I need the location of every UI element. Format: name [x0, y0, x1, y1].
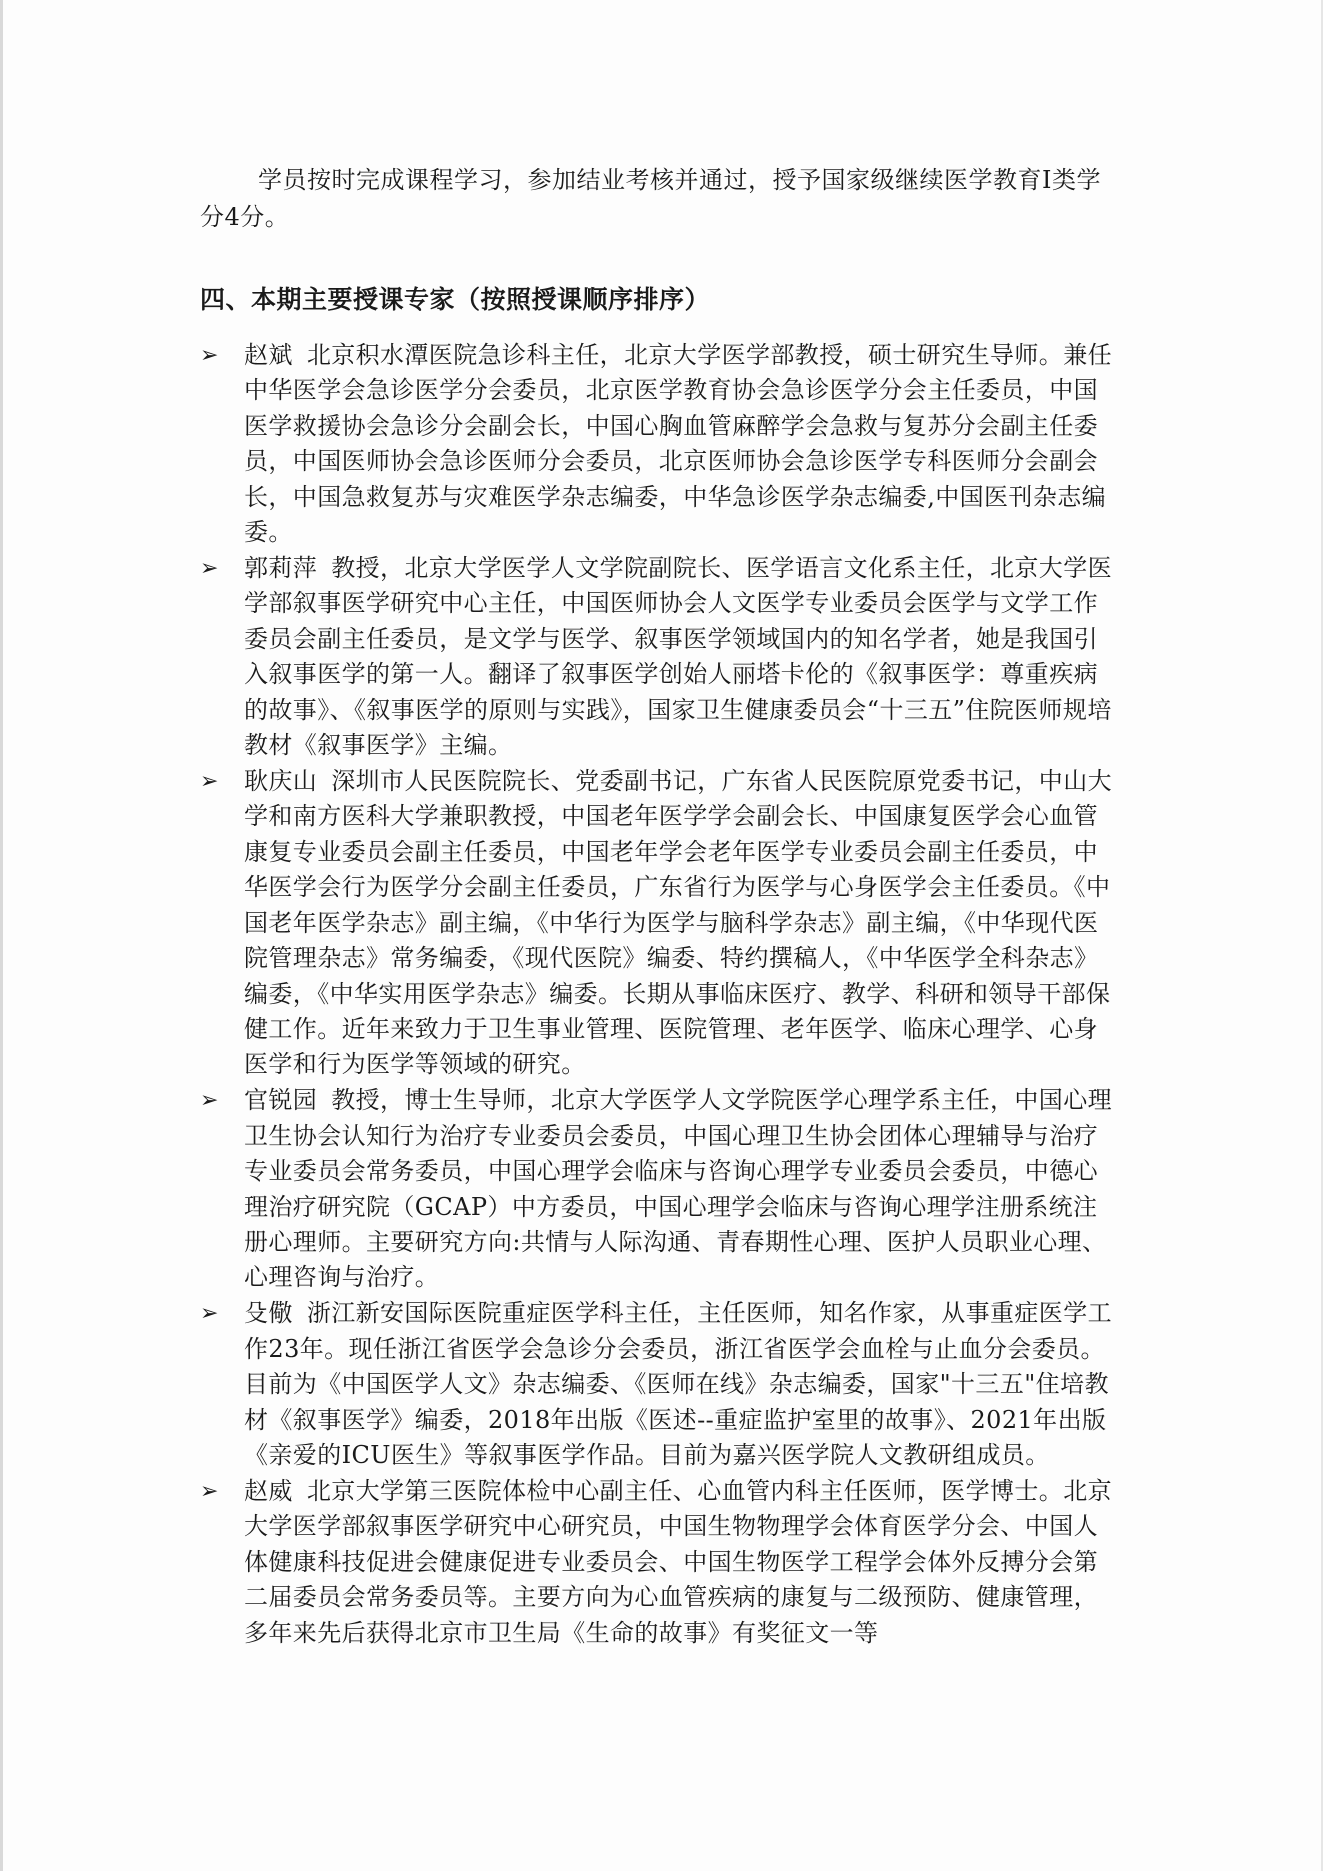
section-title: 四、本期主要授课专家（按照授课顺序排序）: [200, 285, 711, 314]
expert-item: [200, 551, 1120, 763]
bullet-arrow-icon: ➢: [200, 343, 219, 368]
expert-item: [200, 1083, 1120, 1295]
expert-name: 耿庆山: [244, 767, 318, 796]
expert-bio: 教授，北京大学医学人文学院副院长、医学语言文化系主任，北京大学医学部叙事医学研究中心主任，中国医师协会人文医学专业委员会医学与文学工作委员会副主任委员，是文学与医学、叙事医学领域国内的知名学者，她是我国引入叙事医学的第一人。翻译了叙事医学创始人丽塔卡伦的《叙事医学：尊重疾病的故事》、《叙事医学的原则与实践》，国家卫生健康委员会“十三五”住院医师规培教材《叙事医学》主编。: [244, 554, 1113, 760]
expert-name: 官锐园: [244, 1086, 318, 1115]
expert-item: [200, 1474, 1120, 1651]
bullet-arrow-icon: ➢: [200, 1478, 219, 1504]
scan-edge-left: [0, 0, 3, 1871]
bullet-arrow-icon: ➢: [200, 1301, 219, 1327]
expert-item: [200, 764, 1120, 1083]
expert-name: 赵斌: [244, 341, 293, 369]
bullet-arrow-icon: ➢: [200, 1088, 219, 1114]
bullet-arrow-icon: ➢: [200, 556, 219, 582]
intro-paragraph: 学员按时完成课程学习，参加结业考核并通过，授予国家级继续医学教育Ⅰ类学分4分。: [200, 166, 1101, 231]
expert-item: [200, 338, 1120, 550]
expert-list: [200, 338, 1120, 1652]
bullet-arrow-icon: ➢: [200, 769, 219, 795]
expert-bio: 北京大学第三医院体检中心副主任、心血管内科主任医师，医学博士。北京大学医学部叙事医学研究中心研究员，中国生物物理学会体育医学分会、中国人体健康科技促进会健康促进专业委员会、中国生物医学工程学会体外反搏分会第二届委员会常务委员等。主要方向为心血管疾病的康复与二级预防、健康管理，多年来先后获得北京市卫生局《生命的故事》有奖征文一等: [244, 1476, 1113, 1647]
expert-bio: 深圳市人民医院院长、党委副书记，广东省人民医院原党委书记，中山大学和南方医科大学兼职教授，中国老年医学学会副会长、中国康复医学会心血管康复专业委员会副主任委员，中国老年学会老年医学专业委员会副主任委员，中华医学会行为医学分会副主任委员，广东省行为医学与心身医学会主任委员。《中国老年医学杂志》副主编，《中华行为医学与脑科学杂志》副主编，《中华现代医院管理杂志》常务编委，《现代医院》编委、特约撰稿人，《中华医学全科杂志》编委，《中华实用医学杂志》编委。长期从事临床医疗、教学、科研和领导干部保健工作。近年来致力于卫生事业管理、医院管理、老年医学、临床心理学、心身医学和行为医学等领域的研究。: [244, 767, 1113, 1079]
expert-bio: 教授，博士生导师，北京大学医学人文学院医学心理学系主任，中国心理卫生协会认知行为治疗专业委员会委员，中国心理卫生协会团体心理辅导与治疗专业委员会常务委员，中国心理学会临床与咨询心理学专业委员会委员，中德心理治疗研究院（GCAP）中方委员，中国心理学会临床与咨询心理学注册系统注册心理师。主要研究方向:共情与人际沟通、青春期性心理、医护人员职业心理、心理咨询与治疗。: [244, 1086, 1113, 1292]
expert-bio: 北京积水潭医院急诊科主任，北京大学医学部教授，硕士研究生导师。兼任中华医学会急诊医学分会委员，北京医学教育协会急诊医学分会主任委员，中国医学救援协会急诊分会副会长，中国心胸血管麻醉学会急救与复苏分会副主任委员，中国医师协会急诊医师分会委员，北京医师协会急诊医学专科医师分会副会长，中国急救复苏与灾难医学杂志编委，中华急诊医学杂志编委,中国医刊杂志编委。: [244, 341, 1113, 547]
expert-name: 赵威: [244, 1476, 293, 1505]
expert-name: 殳儆: [244, 1299, 293, 1328]
expert-item: [200, 1296, 1120, 1473]
expert-name: 郭莉萍: [244, 554, 318, 583]
expert-bio: 浙江新安国际医院重症医学科主任，主任医师，知名作家，从事重症医学工作23年。现任浙江省医学会急诊分会委员，浙江省医学会血栓与止血分会委员。目前为《中国医学人文》杂志编委、《医师在线》杂志编委，国家"十三五"住培教材《叙事医学》编委，2018年出版《医述--重症监护室里的故事》、2021年出版《亲爱的ICU医生》等叙事医学作品。目前为嘉兴医学院人文教研组成员。: [244, 1299, 1113, 1469]
